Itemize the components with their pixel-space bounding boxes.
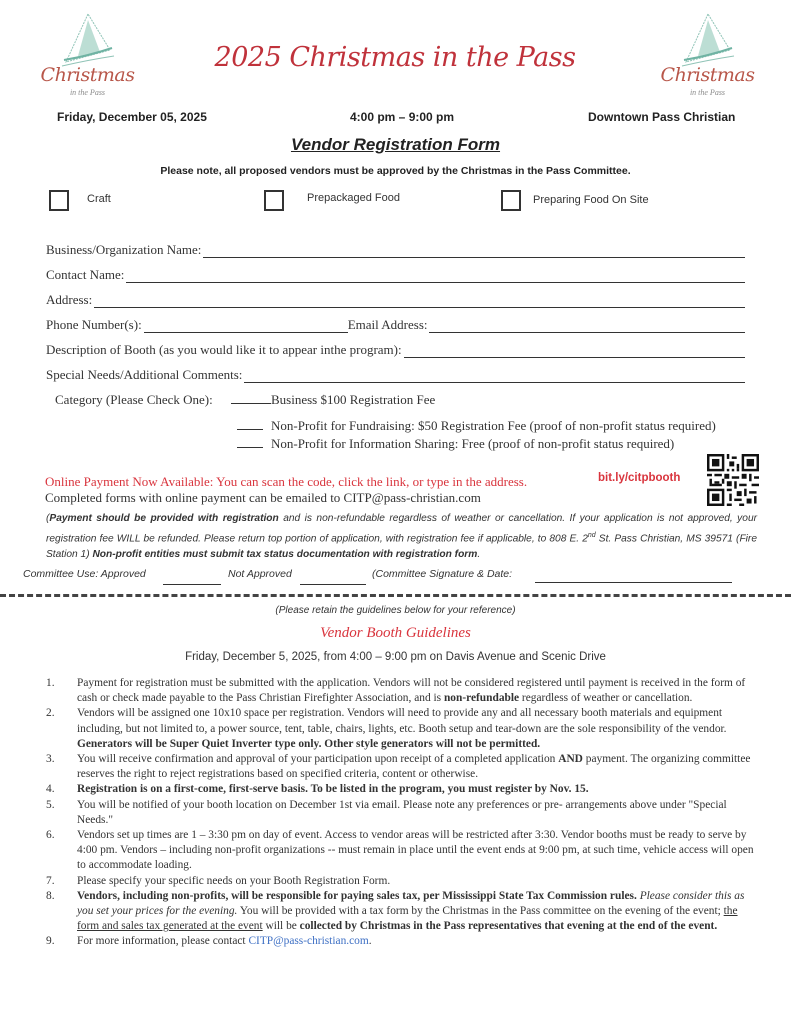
payment-terms-nonprofit: Non-profit entities must submit tax status documentation with registration form <box>92 549 478 561</box>
list-text: Please specify your specific needs on your Booth Registration Form. <box>77 874 391 887</box>
business-blank[interactable] <box>231 392 271 404</box>
retain-note: (Please retain the guidelines below for your reference) <box>275 605 516 616</box>
category-business <box>231 392 435 408</box>
preparing-food-checkbox[interactable] <box>501 190 521 211</box>
christmas-tree-icon <box>678 12 738 70</box>
list-item <box>46 889 761 935</box>
payment-terms-text: and is non-refundable regardless of weather or cancellation. If your application is not approved, your registration fee WILL be refunded. Please return top portion of application, with registration fee if applicable, to 808 E. 2 <box>46 513 758 544</box>
phone-email-field <box>46 317 745 333</box>
contact-name-label: Contact Name: <box>46 267 125 282</box>
description-input[interactable] <box>404 346 745 358</box>
committee-approved-label: Committee Use: Approved <box>23 568 146 580</box>
logo-wordmark: Christmas <box>660 64 755 86</box>
craft-label: Craft <box>87 193 111 205</box>
list-italic: Please consider this as you set your prices for the evening. <box>77 889 745 918</box>
list-bold: AND <box>558 753 583 766</box>
signature-line[interactable] <box>535 582 732 583</box>
list-underline: the form and sales tax generated at the event <box>77 905 738 933</box>
logo-subtitle: in the Pass <box>69 88 106 97</box>
list-number: 4. <box>46 783 55 796</box>
list-number: 7. <box>46 874 55 887</box>
event-title: 2025 Christmas in the Pass <box>214 42 576 73</box>
list-item <box>46 934 761 949</box>
special-needs-field <box>46 367 745 383</box>
event-time: 4:00 pm – 9:00 pm <box>350 110 455 124</box>
phone-input[interactable] <box>144 321 348 333</box>
contact-email-link[interactable]: CITP@pass-christian.com <box>248 935 369 948</box>
email-input[interactable] <box>429 321 745 333</box>
completed-forms-note: Completed forms with online payment can be emailed to CITP@pass-christian.com <box>45 490 481 505</box>
list-text: For more information, please contact <box>77 935 249 948</box>
craft-checkbox[interactable] <box>49 190 69 211</box>
event-date: Friday, December 05, 2025 <box>57 110 207 124</box>
list-text: You will receive confirmation and approval of your participation upon receipt of a completed application <box>77 753 559 766</box>
description-field <box>46 342 745 358</box>
business-name-input[interactable] <box>203 246 745 258</box>
phone-label: Phone Number(s): <box>46 317 142 332</box>
prepackaged-food-checkbox[interactable] <box>264 190 284 211</box>
category-nonprofit-fundraising <box>237 414 716 434</box>
list-bold: collected by Christmas in the Pass representatives that evening at the end of the event. <box>299 920 718 933</box>
payment-link[interactable]: bit.ly/citpbooth <box>598 472 681 484</box>
list-bold: non-refundable <box>443 692 520 705</box>
qr-code-icon[interactable] <box>707 454 759 506</box>
list-number: 3. <box>46 753 55 766</box>
list-bold: Vendors, including non-profits, will be responsible for paying sales tax, per Mississippi State Tax Commission rules. <box>77 889 637 902</box>
not-approved-line[interactable] <box>300 584 366 585</box>
contact-name-input[interactable] <box>126 271 745 283</box>
list-text: Vendors will be assigned one 10x10 space per registration. Vendors will need to provide any and all necessary booth materials and equipment including, but not limited to, a power source, tent, table, chairs, lights, etc. Booth setup and tear-down are the sole responsibility of the vendor. <box>77 707 727 735</box>
logo-left <box>30 12 145 102</box>
list-number: 5. <box>46 798 55 811</box>
list-item <box>46 874 761 889</box>
special-needs-input[interactable] <box>244 371 745 383</box>
description-label: Description of Booth (as you would like it to appear inthe program): <box>46 342 402 357</box>
list-number: 2. <box>46 707 55 720</box>
list-item <box>46 706 761 752</box>
business-option-label: Business $100 Registration Fee <box>271 392 436 407</box>
committee-not-approved-label: Not Approved <box>228 568 292 580</box>
approval-note: Please note, all proposed vendors must be approved by the Christmas in the Pass Committee. <box>160 165 631 177</box>
list-text: . <box>368 935 372 948</box>
list-item <box>46 752 761 782</box>
payment-terms-sup: nd <box>587 531 596 539</box>
category-label: Category (Please Check One): <box>55 392 213 407</box>
list-item <box>46 676 761 706</box>
list-text: regardless of weather or cancellation. <box>519 692 693 705</box>
event-location: Downtown Pass Christian <box>588 110 736 124</box>
payment-terms: (Payment should be provided with registration and is non-refundable regardless of weather or cancellation. If your application is not approved, your registration fee WILL be refunded. Please return top portion of application, with registration fee if applicable, to 808 E. 2nd St. Pass Christian, MS 39571 (Fire Station 1) Non-profit entities must submit tax status documentation with registration form. <box>46 513 758 561</box>
committee-signature-label: (Committee Signature & Date: <box>372 568 513 580</box>
list-number: 6. <box>46 829 55 842</box>
address-input[interactable] <box>94 296 745 308</box>
payment-terms-bold: Payment should be provided with registration <box>49 513 279 524</box>
christmas-tree-icon <box>58 12 118 70</box>
list-bold: Registration is on a first-come, first-serve basis. To be listed in the program, you must register by Nov. 15. <box>77 783 589 796</box>
fundraising-blank[interactable] <box>237 414 263 430</box>
list-text: will be <box>262 920 300 933</box>
guidelines-date: Friday, December 5, 2025, from 4:00 – 9:00 pm on Davis Avenue and Scenic Drive <box>185 651 606 663</box>
guidelines-title: Vendor Booth Guidelines <box>320 625 471 641</box>
logo-subtitle: in the Pass <box>689 88 726 97</box>
business-name-field <box>46 242 745 258</box>
logo-wordmark: Christmas <box>40 64 135 86</box>
form-title: Vendor Registration Form <box>290 135 501 154</box>
payment-terms-address: St. Pass Christian, MS 39571 (Fire Station 1) <box>46 532 757 561</box>
address-label: Address: <box>46 292 93 307</box>
special-needs-label: Special Needs/Additional Comments: <box>46 367 243 382</box>
logo-right <box>650 12 765 102</box>
preparing-food-label: Preparing Food On Site <box>533 194 649 206</box>
prepackaged-food-label: Prepackaged Food <box>307 192 400 204</box>
list-number: 9. <box>46 935 55 948</box>
online-payment-notice: Online Payment Now Available: You can scan the code, click the link, or type in the address. <box>45 474 528 489</box>
cut-line-divider <box>0 594 791 597</box>
payment-terms-end: . <box>477 549 481 561</box>
fundraising-option-label: Non-Profit for Fundraising: $50 Registration Fee (proof of non-profit status required) <box>271 418 716 433</box>
category-nonprofit-info <box>237 436 674 452</box>
business-name-label: Business/Organization Name: <box>46 242 202 257</box>
list-text: Vendors set up times are 1 – 3:30 pm on day of event. Access to vendor areas will be restricted after 3:30. Vendor booths must be ready to serve by 4:00 pm. Vendors – including non-profit organizations -- must remain in place until the event ends at 9:00 pm, at such time, vehicle access will open to accommodate loading. <box>77 829 754 872</box>
list-text: payment. The organizing committee reserves the right to reject registrations based on specified criteria, content or otherwise. <box>77 753 751 781</box>
info-sharing-blank[interactable] <box>237 436 263 448</box>
list-text: Payment for registration must be submitted with the application. Vendors will not be considered registered until payment is received in the form of cash or check made payable to the Pass Christian Firefighter Association, and is <box>77 677 746 705</box>
guidelines-list <box>46 676 761 950</box>
list-text: You will be provided with a tax form by the Christmas in the Pass committee on the evening of the event; <box>237 905 724 918</box>
list-item <box>46 782 761 797</box>
list-number: 8. <box>46 889 55 902</box>
contact-name-field <box>46 267 745 283</box>
list-number: 1. <box>46 677 55 689</box>
list-item <box>46 798 761 828</box>
list-text: You will be notified of your booth location on December 1st via email. Please note any preferences or pre- arrangements above under "Special Needs." <box>77 798 727 826</box>
list-bold: Generators will be Super Quiet Inverter type only. Other style generators will not be permitted. <box>77 737 541 750</box>
info-sharing-option-label: Non-Profit for Information Sharing: Free (proof of non-profit status required) <box>271 436 675 451</box>
email-label: Email Address: <box>347 317 428 332</box>
list-item <box>46 828 761 874</box>
approved-line[interactable] <box>163 584 221 585</box>
address-field <box>46 292 745 308</box>
